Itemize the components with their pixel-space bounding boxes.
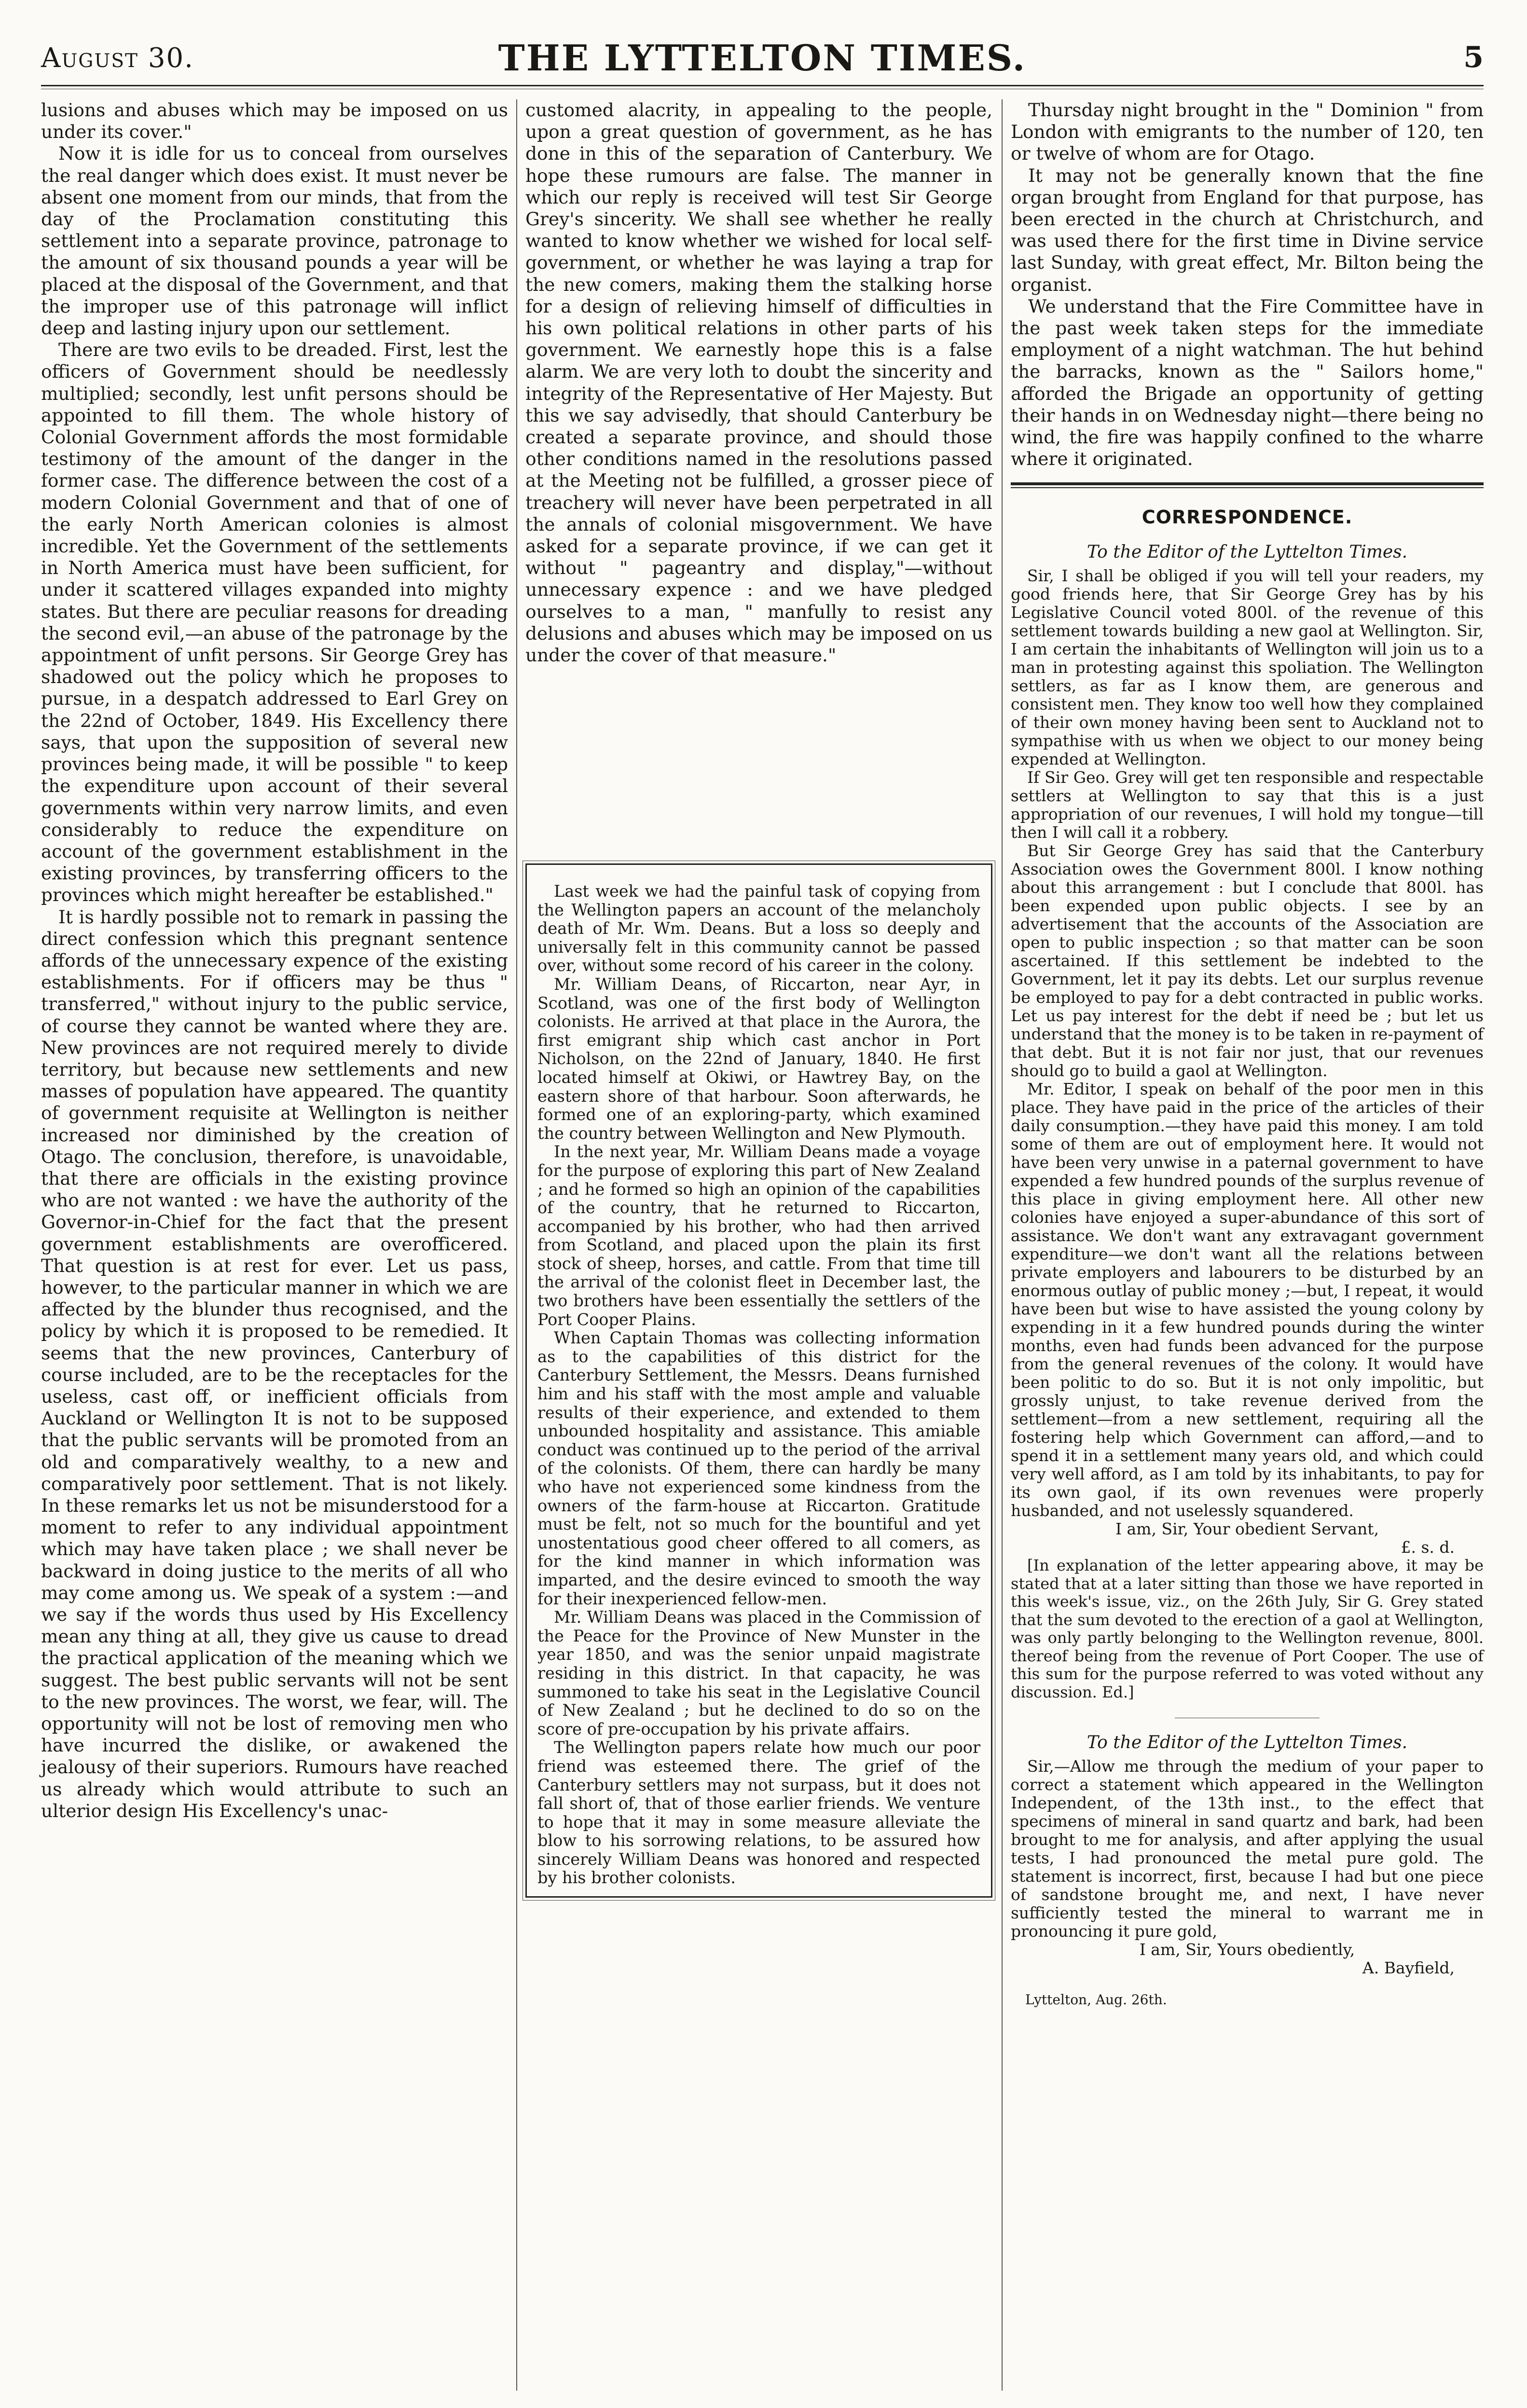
paragraph: It is hardly possible not to remark in passing the direct confession which this pregnant sentence affords of the unnecessary expence of the existing establishments. For if officers may be thus " transferred," without injury to the public service, of course they cannot be wanted where they are. New provinces are not required merely to divide territory, but because new settlements and new masses of population have appeared. The quantity of government requisite at Wellington is neither increased nor diminished by the creation of Otago. The conclusion, therefore, is unavoidable, that there are officials in the existing province who are not wanted : we have the authority of the Governor-in-Chief for the fact that the present government establishments are overofficered. That question is at rest for ever. Let us pass, however, to the particular manner in which we are affected by the blunder thus recognised, and the policy by which it is proposed to be remedied. It seems that the new provinces, Canterbury of course included, are to be the receptacles for the useless, cast off, or inefficient officials from Auckland or Wellington It is not to be supposed that the public servants will be promoted from an old and comparatively wealthy, to a new and comparatively poor settlement. That is not likely. In these remarks let us not be misunderstood for a moment to refer to any individual appointment which may have taken place ; we shall never be backward in doing justice to the merits of all who may come among us. We speak of a system :—and we say if the words thus used by His Excellency mean any thing at all, they give us cause to dread the practical application of the meaning which we suggest. The best public servants will not be sent to the new provinces. The worst, we fear, will. The opportunity will not be lost of removing men who have incurred the dislike, or awakened the jealousy of their superiors. Rumours have reached us already which would attribute to such an ulterior design His Excellency's unac- (41, 906, 508, 1821)
letter-closing: I am, Sir, Yours obediently, (1139, 1940, 1355, 1959)
letter-2 (1011, 1733, 1484, 2008)
obituary-paragraph: Last week we had the painful task of copying from the Wellington papers an account of the melancholy death of Mr. Wm. Deans. But a loss so deeply and universally felt in this community cannot be passed over, without some record of his career in the colony. (537, 882, 980, 975)
column-divider-1 (516, 99, 517, 2391)
obituary-paragraph: The Wellington papers relate how much our poor friend was esteemed there. The grief of the Canterbury settlers may not surpass, but it does not fall short of, that of those earlier friends. We venture to hope that it may in some measure alleviate the blow to his sorrowing relations, to be assured how sincerely William Deans was honored and respected by his brother colonists. (537, 1738, 980, 1888)
paragraph: Now it is idle for us to conceal from ourselves the real danger which does exist. It must never be absent one moment from our minds, that from the day of the Proclamation constituting this settlement into a separate province, patronage to the amount of six thousand pounds a year will be placed at the disposal of the Government, and that the improper use of this patronage will inflict deep and lasting injury upon our settlement. (41, 143, 508, 339)
letter-paragraph: Sir,—Allow me through the medium of your paper to correct a statement which appeared in the Wellington Independent, of the 13th inst., to the effect that specimens of mineral in sand quartz and bark, had been brought to me for analysis, and after applying the usual tests, I had pronounced the metal pure gold. The statement is incorrect, first, because I had but one piece of sandstone brought me, and next, I have never sufficiently tested the mineral to warrant me in pronouncing it pure gold, (1011, 1757, 1484, 1941)
column-divider-2 (1002, 99, 1003, 2391)
letter-1 (1011, 542, 1484, 1701)
letter-paragraph: Sir, I shall be obliged if you will tell your readers, my good friends here, that Sir George Grey has by his Legislative Council voted 800l. of the revenue of this settlement towards building a new gaol at Wellington. Sir, I am certain the inhabitants of Wellington will join us to a man in protesting against this spoliation. The Wellington settlers, as far as I know them, are generous and consistent men. They know too well how they complained of their own money having been sent to Auckland not to sympathise with us when we object to our money being expended at Wellington. (1011, 566, 1484, 769)
masthead-rule (41, 85, 1484, 86)
page-number: 5 (1463, 41, 1484, 74)
paragraph: customed alacrity, in appealing to the people, upon a great question of government, as he has done in this of the separation of Canterbury. We hope these rumours are false. The manner in which our reply is received will test Sir George Grey's sincerity. We shall see whether he really wanted to know whether we wished for local self-government, or whether he was laying a trap for the new comers, making them the stalking horse for a design of relieving himself of difficulties in his own political relations in other parts of his government. We earnestly hope this is a false alarm. We are very loth to doubt the sincerity and integrity of the Representative of Her Majesty. But this we say advisedly, that should Canterbury be created a separate province, and should those other conditions named in the resolutions passed at the Meeting not be fulfilled, a grosser piece of treachery will never have been perpetrated in all the annals of colonial misgovernment. We have asked for a separate province, if we can get it without " pageantry and display,"—without unnecessary expence : and we have pledged ourselves to a man, " manfully to resist any delusions and abuses which may be imposed on us under the cover of that measure." (525, 99, 992, 666)
news-paragraph: Thursday night brought in the " Dominion " from London with emigrants to the number of 120, ten or twelve of whom are for Otago. (1011, 99, 1484, 164)
paragraph: lusions and abuses which may be imposed on us under its cover." (41, 99, 508, 143)
editor-note-text: [In explanation of the letter appearing above, it may be stated that at a later sitting than those we have reported in this week's issue, viz., on the 26th July, Sir G. Grey stated that the sum devoted to the erection of a gaol at Wellington, was only partly belonging to the Wellington revenue, 800l. thereof being from the revenue of Port Cooper. The use of this sum for the purpose referred to was voted without any discussion. Ed.] (1011, 1556, 1484, 1701)
letter-paragraph: If Sir Geo. Grey will get ten responsible and respectable settlers at Wellington to say that this is a just appropriation of our revenues, I will hold my tongue—till then I will call it a robbery. (1011, 768, 1484, 842)
letter-addressee: To the Editor of the Lyttelton Times. (1087, 542, 1408, 562)
letter-dateline: Lyttelton, Aug. 26th. (1025, 1992, 1167, 2008)
editor-note (1011, 1557, 1484, 1701)
letter-closing: I am, Sir, Your obedient Servant, (1115, 1519, 1379, 1539)
paragraph: There are two evils to be dreaded. First, lest the officers of Government should be needlessly multiplied; secondly, lest unfit persons should be appointed to fill them. The whole history of Colonial Government affords the most formidable testimony of the amount of the danger in the former case. The difference between the cost of a modern Colonial Government and that of one of the early North American colonies is almost incredible. Yet the Government of the settlements in North America must have been sufficient, for under it scattered villages expanded into mighty states. But there are peculiar reasons for dreading the second evil,—an abuse of the patronage by the appointment of unfit persons. Sir George Grey has shadowed out the policy which he proposes to pursue, in a despatch addressed to Earl Grey on the 22nd of October, 1849. His Excellency there says, that upon the supposition of several new provinces being made, it will be possible " to keep the expenditure upon account of their several governments within very narrow limits, and even considerably to reduce the expenditure on account of the government establishment in the existing provinces, by transferring officers to the provinces which might hereafter be established." (41, 339, 508, 906)
local-news (1011, 99, 1484, 470)
obituary-paragraph: In the next year, Mr. William Deans made a voyage for the purpose of exploring this part of New Zealand ; and he formed so high an opinion of the capabilities of the country, that he returned to Riccarton, accompanied by his brother, who had then arrived from Scotland, and placed upon the plain its first stock of sheep, horses, and cattle. From that time till the arrival of the colonist fleet in December last, the two brothers have been essentially the settlers of the Port Cooper Plains. (537, 1142, 980, 1329)
issue-date: August 30. (41, 42, 194, 74)
letter-paragraph: But Sir George Grey has said that the Canterbury Association owes the Government 800l. I know nothing about this arrangement : but I conclude that 800l. has been expended upon public objects. I see by an advertisement that the accounts of the Association are open to public inspection ; so that matter can be soon ascertained. If this settlement be indebted to the Government, let it pay its debts. Let our surplus revenue be employed to pay for a debt contracted in public works. Let us pay interest for the debt if need be ; but let us understand that the money is to be taken in re-payment of that debt. But it is not fair nor just, that our revenues should go to build a gaol at Wellington. (1011, 841, 1484, 1081)
obituary-paragraph: When Captain Thomas was collecting information as to the capabilities of this district for the Canterbury Settlement, the Messrs. Deans furnished him and his staff with the most ample and valuable results of their experience, and extended to them unbounded hospitality and assistance. This amiable conduct was continued up to the period of the arrival of the colonists. Of them, there can hardly be many who have not experienced some kindness from the owners of the farm-house at Riccarton. Gratitude must be felt, not so much for the bountiful and yet unostentatious good cheer offered to all comers, as for the kind manner in which information was imparted, and the desire evinced to smooth the way for their inexperienced fellow-men. (537, 1328, 980, 1608)
section-rule (1011, 482, 1484, 488)
masthead (41, 38, 1484, 81)
news-paragraph: We understand that the Fire Committee have in the past week taken steps for the immediate employment of a night watchman. The hut behind the barracks, known as the " Sailors home," afforded the Brigade an opportunity of getting their hands in on Wednesday night—there being no wind, the fire was happily confined to the wharre where it originated. (1011, 295, 1484, 470)
column-1-editorial (41, 99, 508, 1822)
letter-paragraph: Mr. Editor, I speak on behalf of the poor men in this place. They have paid in the price of the articles of their daily consumption.—they have paid this money. I am told some of them are out of employment here. It would not have been very unwise in a paternal government to have expended a few hundred pounds of the surplus revenue of this place in giving employment here. All other new colonies have enjoyed a super-abundance of this sort of assistance. We don't want any extravagant government expenditure—we don't want all the relations between private employers and labourers to be disturbed by an enormous outlay of public money ;—but, I repeat, it would have been but wise to have assisted the young colony by expending in it a few hundred pounds during the winter months, even had funds been advanced for the purpose from the general revenues of the colony. It would have been politic to do so. But it is not only impolitic, but grossly unjust, to take revenue derived from the settlement—from a new settlement, requiring all the fostering help which Government can afford,—and to spend it in a settlement many years old, and which could very well afford, as I am told by its inhabitants, to pay for its own gaol, if its own revenues were properly husbanded, and not uselessly squandered. (1011, 1080, 1484, 1520)
news-paragraph: It may not be generally known that the fine organ brought from England for that purpose, has been erected in the church at Christchurch, and was used there for the first time in Divine service last Sunday, with great effect, Mr. Bilton being the organist. (1011, 164, 1484, 295)
letter-signature: £. s. d. (1401, 1538, 1455, 1557)
correspondence-heading: CORRESPONDENCE. (1142, 506, 1353, 528)
obituary-box (525, 863, 992, 1898)
letter-addressee: To the Editor of the Lyttelton Times. (1087, 1733, 1408, 1753)
obituary-paragraph: Mr. William Deans was placed in the Commission of the Peace for the Province of New Munster in the year 1850, and was the senior unpaid magistrate residing in this district. In that capacity, he was summoned to take his seat in the Legislative Council of New Zealand ; but he declined to do so on the score of pre-occupation by his private affairs. (537, 1608, 980, 1738)
obituary-paragraph: Mr. William Deans, of Riccarton, near Ayr, in Scotland, was one of the first body of Wellington colonists. He arrived at that place in the Aurora, the first emigrant ship which cast anchor in Port Nicholson, on the 22nd of January, 1840. He first located himself at Okiwi, or Hawtrey Bay, on the eastern shore of that harbour. Soon afterwards, he formed one of an exploring-party, which examined the country between Wellington and New Plymouth. (537, 974, 980, 1143)
column-2-editorial (525, 99, 992, 666)
column-3 (1011, 99, 1484, 2008)
letter-signature: A. Bayfield, (1362, 1958, 1455, 1978)
newspaper-title: THE LYTTELTON TIMES. (498, 38, 1027, 79)
